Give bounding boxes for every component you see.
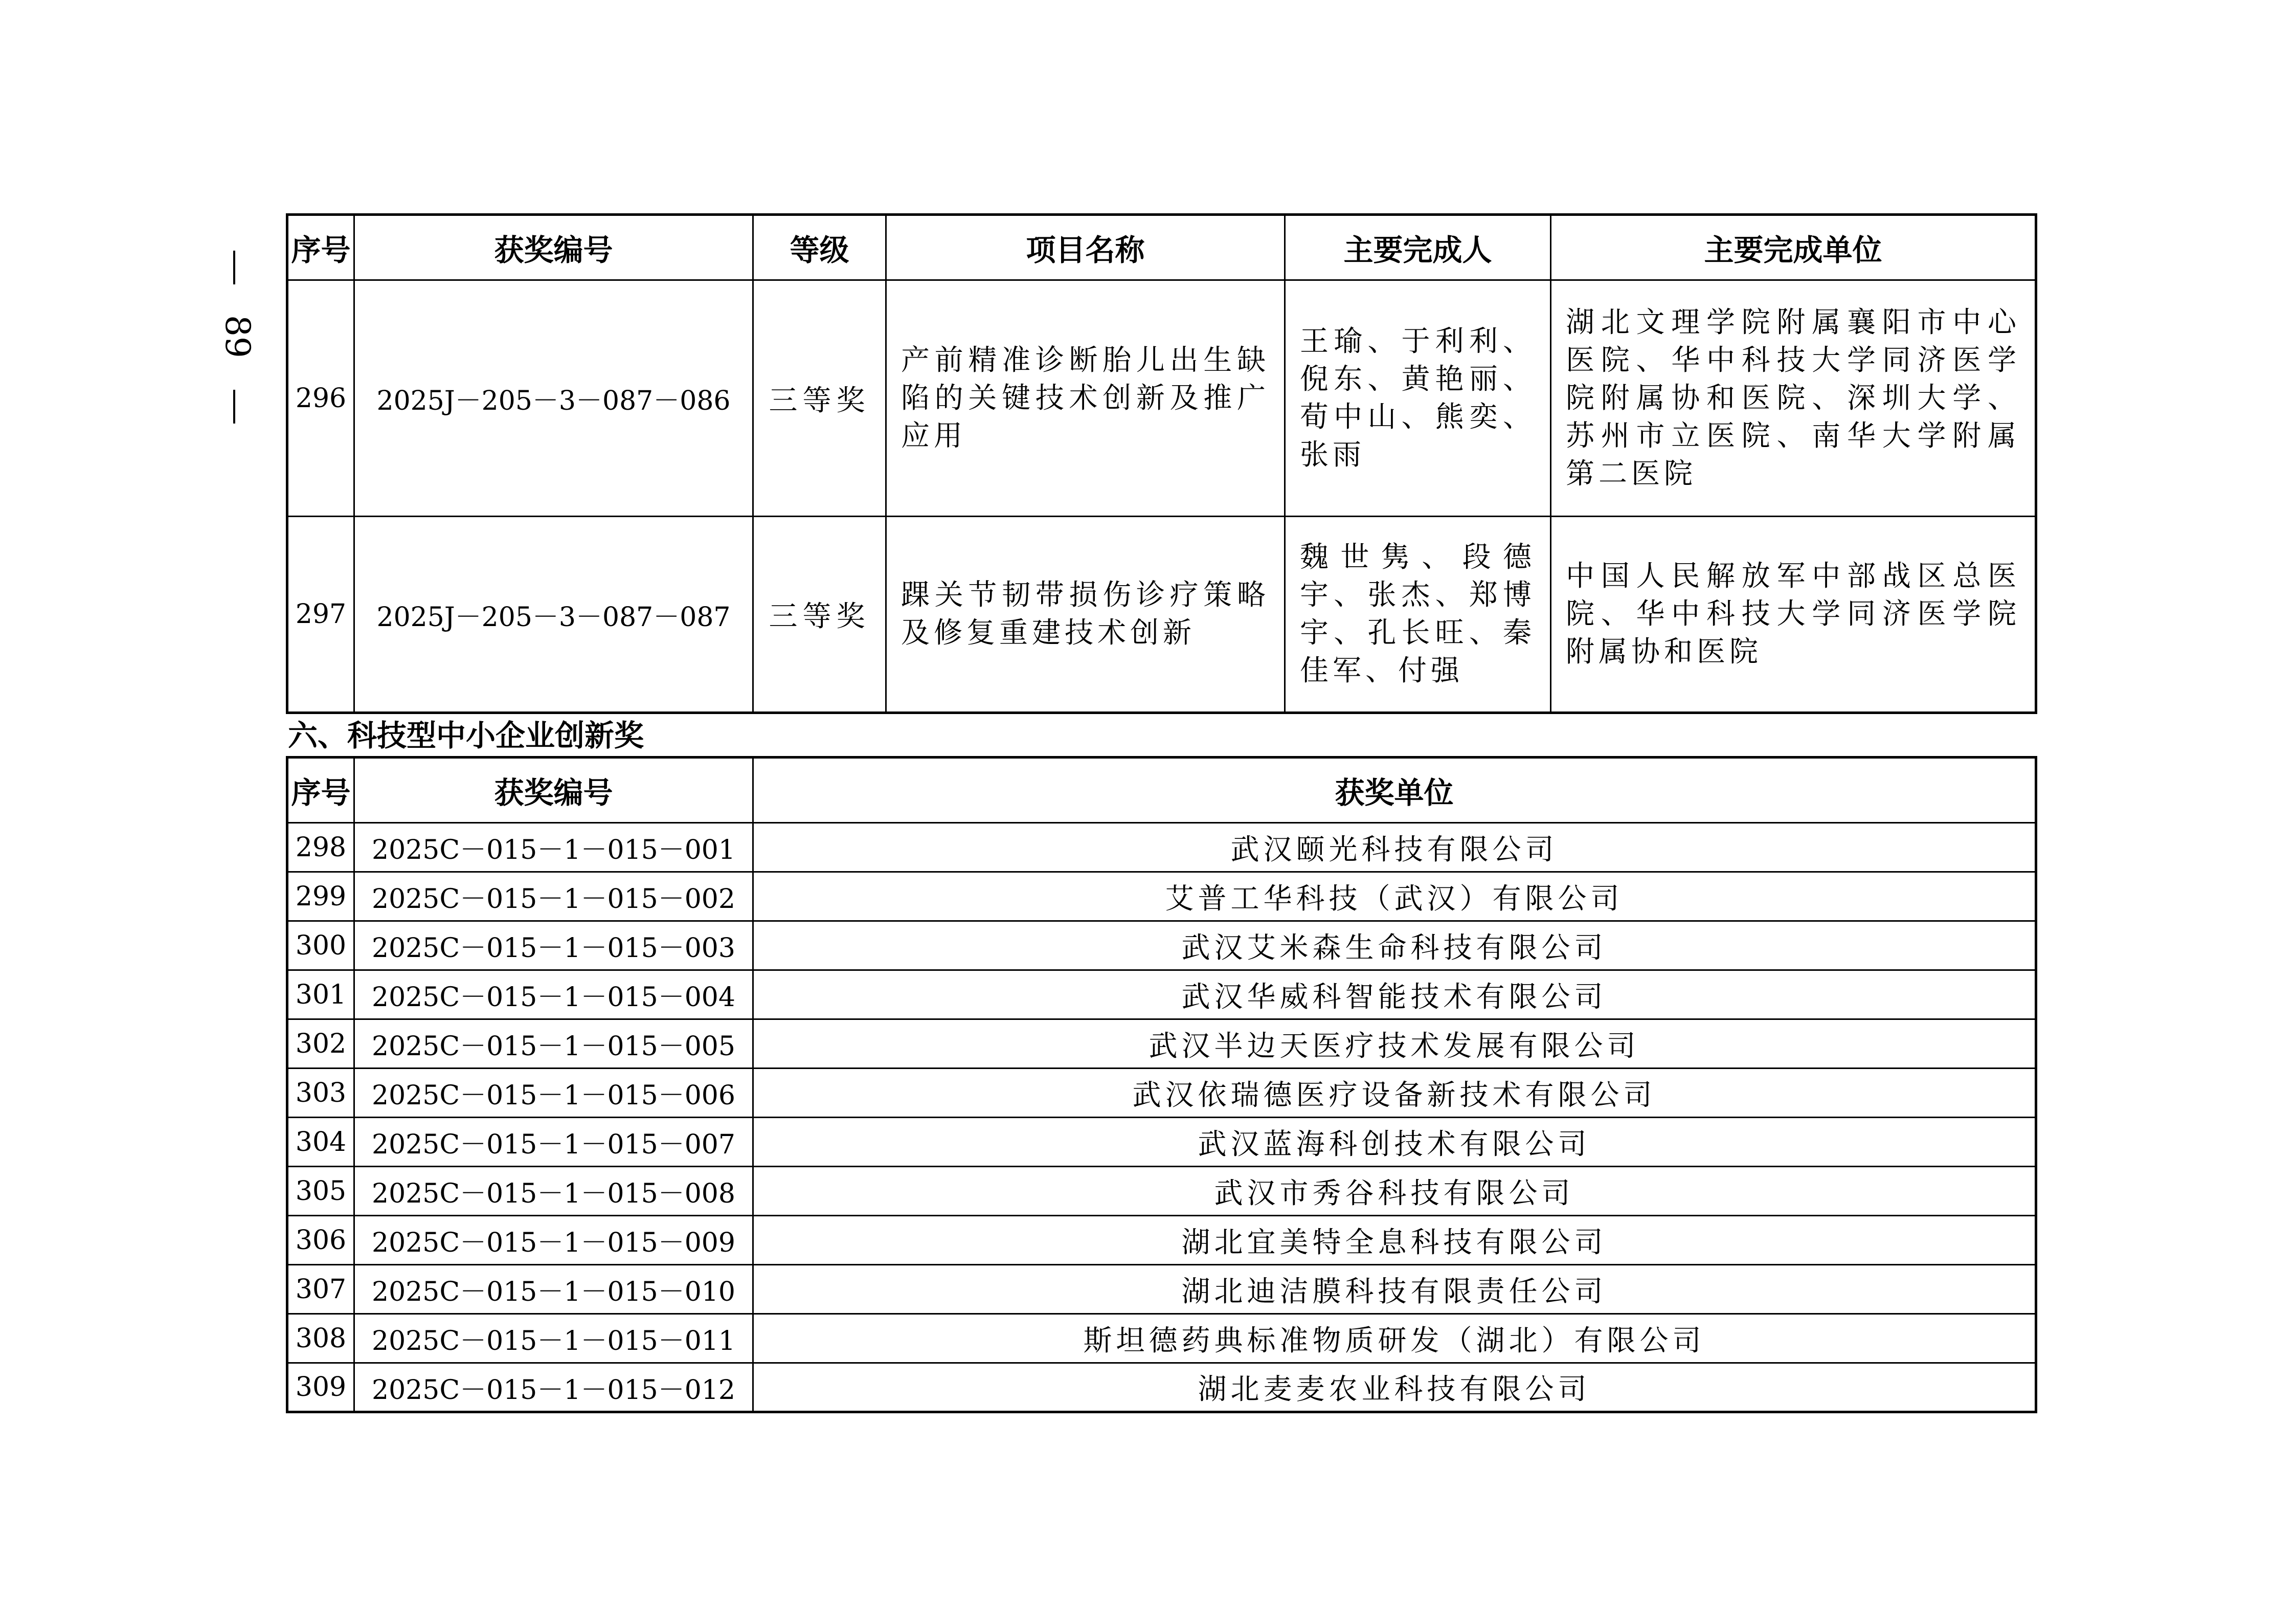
table-row — [287, 1265, 2036, 1314]
cell-code: 2025C－015－1－015－002 — [354, 872, 753, 921]
header-unit: 获奖单位 — [753, 758, 2036, 823]
cell-code: 2025J－205－3－087－086 — [354, 280, 753, 517]
page-number — [200, 251, 272, 435]
table-header-row — [287, 758, 2036, 823]
table-row — [287, 970, 2036, 1019]
cell-unit: 湖北宜美特全息科技有限公司 — [753, 1216, 2036, 1265]
cell-seq: 301 — [287, 970, 354, 1019]
cell-grade: 三等奖 — [753, 517, 886, 713]
cell-code: 2025C－015－1－015－007 — [354, 1118, 753, 1167]
table-row — [287, 1019, 2036, 1069]
header-code: 获奖编号 — [354, 758, 753, 823]
table-header-row — [287, 215, 2036, 280]
cell-code: 2025C－015－1－015－004 — [354, 970, 753, 1019]
cell-unit: 武汉华威科智能技术有限公司 — [753, 970, 2036, 1019]
table-row — [287, 1118, 2036, 1167]
cell-code: 2025C－015－1－015－012 — [354, 1363, 753, 1412]
cell-code: 2025C－015－1－015－009 — [354, 1216, 753, 1265]
award-table-third-prize — [286, 213, 2037, 714]
page-number-dash-bottom — [233, 390, 235, 424]
cell-seq: 297 — [287, 517, 354, 713]
cell-seq: 306 — [287, 1216, 354, 1265]
header-people: 主要完成人 — [1285, 215, 1551, 280]
header-code: 获奖编号 — [354, 215, 753, 280]
table-row — [287, 872, 2036, 921]
cell-people: 王瑜、于利利、倪东、黄艳丽、荀中山、熊奕、张雨 — [1285, 280, 1551, 517]
cell-seq: 307 — [287, 1265, 354, 1314]
cell-unit: 武汉蓝海科创技术有限公司 — [753, 1118, 2036, 1167]
cell-grade: 三等奖 — [753, 280, 886, 517]
cell-unit: 武汉依瑞德医疗设备新技术有限公司 — [753, 1069, 2036, 1118]
table-row — [287, 921, 2036, 970]
table-row — [287, 517, 2036, 713]
header-seq: 序号 — [287, 758, 354, 823]
cell-unit: 武汉艾米森生命科技有限公司 — [753, 921, 2036, 970]
header-project: 项目名称 — [886, 215, 1285, 280]
table-row — [287, 823, 2036, 872]
table-row — [287, 1314, 2036, 1363]
page-number-dash-top — [233, 251, 235, 284]
cell-code: 2025C－015－1－015－003 — [354, 921, 753, 970]
cell-seq: 304 — [287, 1118, 354, 1167]
header-seq: 序号 — [287, 215, 354, 280]
cell-seq: 309 — [287, 1363, 354, 1412]
cell-seq: 303 — [287, 1069, 354, 1118]
cell-seq: 296 — [287, 280, 354, 517]
cell-code: 2025J－205－3－087－087 — [354, 517, 753, 713]
cell-seq: 308 — [287, 1314, 354, 1363]
section-title: 六、科技型中小企业创新奖 — [288, 718, 644, 753]
table-row — [287, 280, 2036, 517]
cell-code: 2025C－015－1－015－008 — [354, 1167, 753, 1216]
cell-code: 2025C－015－1－015－005 — [354, 1019, 753, 1069]
cell-code: 2025C－015－1－015－011 — [354, 1314, 753, 1363]
cell-seq: 302 — [287, 1019, 354, 1069]
cell-unit: 斯坦德药典标准物质研发（湖北）有限公司 — [753, 1314, 2036, 1363]
cell-units: 中国人民解放军中部战区总医院、华中科技大学同济医学院附属协和医院 — [1551, 517, 2036, 713]
cell-people: 魏世隽、段德宇、张杰、郑博宇、孔长旺、秦佳军、付强 — [1285, 517, 1551, 713]
cell-code: 2025C－015－1－015－006 — [354, 1069, 753, 1118]
cell-code: 2025C－015－1－015－001 — [354, 823, 753, 872]
cell-unit: 湖北麦麦农业科技有限公司 — [753, 1363, 2036, 1412]
header-units: 主要完成单位 — [1551, 215, 2036, 280]
table-row — [287, 1167, 2036, 1216]
cell-unit: 艾普工华科技（武汉）有限公司 — [753, 872, 2036, 921]
cell-unit: 武汉颐光科技有限公司 — [753, 823, 2036, 872]
table-row — [287, 1363, 2036, 1412]
cell-code: 2025C－015－1－015－010 — [354, 1265, 753, 1314]
page-number-value: 89 — [218, 315, 257, 358]
cell-units: 湖北文理学院附属襄阳市中心医院、华中科技大学同济医学院附属协和医院、深圳大学、苏州市立医院、南华大学附属第二医院 — [1551, 280, 2036, 517]
cell-unit: 湖北迪洁膜科技有限责任公司 — [753, 1265, 2036, 1314]
cell-seq: 298 — [287, 823, 354, 872]
table-row — [287, 1069, 2036, 1118]
cell-seq: 300 — [287, 921, 354, 970]
header-grade: 等级 — [753, 215, 886, 280]
cell-unit: 武汉市秀谷科技有限公司 — [753, 1167, 2036, 1216]
cell-seq: 299 — [287, 872, 354, 921]
cell-project: 产前精准诊断胎儿出生缺陷的关键技术创新及推广应用 — [886, 280, 1285, 517]
cell-project: 踝关节韧带损伤诊疗策略及修复重建技术创新 — [886, 517, 1285, 713]
award-table-sme-innovation — [286, 756, 2037, 1413]
cell-unit: 武汉半边天医疗技术发展有限公司 — [753, 1019, 2036, 1069]
table-row — [287, 1216, 2036, 1265]
cell-seq: 305 — [287, 1167, 354, 1216]
